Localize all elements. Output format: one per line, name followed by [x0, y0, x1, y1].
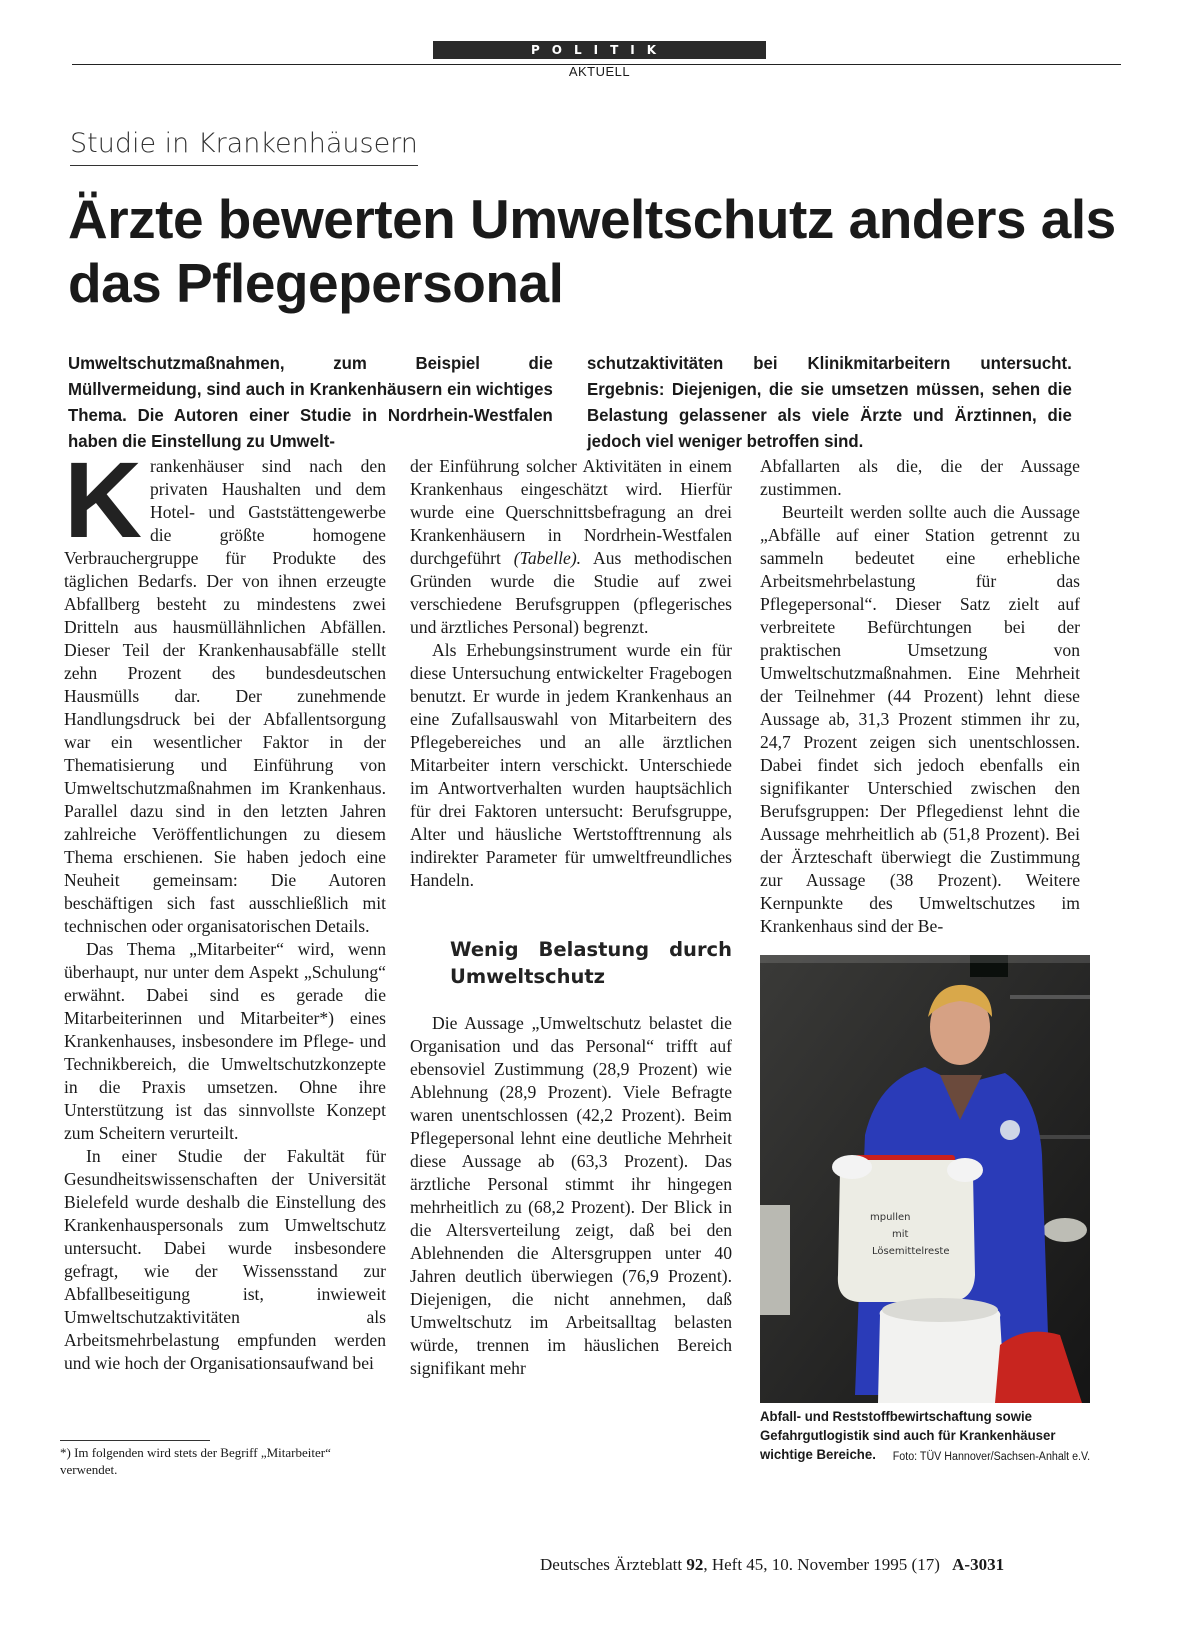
section-subhead: Wenig Belastung durch Umweltschutz [450, 938, 732, 988]
footnote: *) Im folgenden wird stets der Begriff „Mitarbeiter“ verwendet. [60, 1445, 331, 1477]
photo-illustration [760, 955, 1090, 1403]
lead-left: Umweltschutzmaßnahmen, zum Beispiel die Müllvermeidung, sind auch in Krankenhäusern ein wichtiges Thema. Die Autoren einer Studie in Nordrhein-Westfalen haben die Einstellung zu Umwelt- [68, 353, 553, 451]
container-label: mpullen [870, 1212, 911, 1223]
table-reference: (Tabelle). [513, 548, 582, 568]
photo-caption [760, 1408, 1090, 1467]
body-column-3 [760, 455, 1080, 938]
section-label: POLITIK [433, 41, 766, 59]
article-kicker: Studie in Krankenhäusern [70, 128, 418, 166]
issue-info: , Heft 45, 10. November 1995 (17) [703, 1555, 940, 1574]
paragraph: Beurteilt werden sollte auch die Aussage „Abfälle auf einer Station getrennt zu sammeln bedeutet eine erhebliche Arbeitsmehrbelastung für das Pflegepersonal“. Dieser Satz zielt auf verbreitete Befürchtungen bei der praktischen Umsetzung von Umweltschutzmaßnahmen. Eine Mehrheit der Teilnehmer (44 Prozent) lehnt diese Aussage ab, 31,3 Prozent stimmen ihr zu, 24,7 Prozent zeigen sich unentschlossen. Dabei findet sich jedoch ebenfalls ein signifikanter Unterschied zwischen den Berufsgruppen: Der Pflegedienst lehnt die Aussage mehrheitlich ab (51,8 Prozent). Bei der Ärzteschaft überwiegt die Zustimmung zur Aussage (38 Prozent). Weitere Kernpunkte des Umweltschutzes im Krankenhaus sind der Be- [760, 502, 1080, 936]
article-photo [760, 955, 1090, 1403]
paragraph: Die Aussage „Umweltschutz belastet die Organisation und das Personal“ trifft auf ebensoviel Zustimmung (28,9 Prozent) wie Ablehnung (28,9 Prozent). Viele Befragte waren unentschlossen (42,2 Prozent). Beim Pflegepersonal lehnt eine deutliche Mehrheit diese Aussage ab (63,3 Prozent). Das ärztliche Personal stimmt ihr hingegen mehrheitlich zu (68,2 Prozent). Der Blick in die Altersverteilung zeigt, daß bei den Ablehnenden die Altersgruppen unter 40 Jahren deutlich überwiegen (76,9 Prozent). Diejenigen, die nicht annehmen, daß Umweltschutz im Arbeitsalltag belasten würde, trennen im häuslichen Bereich signifikant mehr [410, 1013, 732, 1378]
container-label: mit [892, 1229, 909, 1240]
paragraph: Abfallarten als die, die der Aussage zustimmen. [760, 456, 1080, 499]
article-headline: Ärzte bewerten Umweltschutz anders als das Pflegepersonal [68, 188, 1116, 314]
caption-text: Abfall- und Reststoffbewirtschaftung sowie Gefahrgutlogistik sind auch für Krankenhäuser wichtige Bereiche. [760, 1409, 1056, 1463]
subsection-label: AKTUELL [568, 64, 631, 79]
paragraph: In einer Studie der Fakultät für Gesundheitswissenschaften der Universität Bielefeld wurde deshalb die Einstellung des Krankenhauspersonals zum Umweltschutz untersucht. Dabei wurde insbesondere gefragt, wie der Wissensstand zur Abfallbeseitigung ist, inwieweit Umweltschutzaktivitäten als Arbeitsmehrbelastung empfunden werden und wie hoch der Organisationsaufwand bei [64, 1146, 386, 1373]
page-footer [540, 1555, 1004, 1575]
paragraph-text: Aus methodischen Gründen wurde die Studie auf zwei verschiedene Berufsgruppen (pflegerisches und ärztliches Personal) begrenzt. [410, 548, 733, 637]
drop-cap: K [64, 439, 142, 560]
paragraph [64, 439, 386, 938]
paragraph-text: rankenhäuser sind nach den privaten Haushalten und dem Hotel- und Gaststättengewerbe die größte homogene Verbrauchergruppe für Produkte des täglichen Bedarfs. Der von ihnen erzeugte Abfallberg besteht zu mindestens zwei Dritteln aus hausmüllähnlichen Abfällen. Dieser Teil der Krankenhausabfälle stellt zehn Prozent des bundesdeutschen Hausmülls dar. Der zunehmende Handlungsdruck bei der Abfallentsorgung war ein wesentlicher Faktor in der Thematisierung und Einführung von Umweltschutzmaßnahmen im Krankenhaus. Parallel dazu sind in den letzten Jahren zahlreiche Veröffentlichungen zu diesem Thema erschienen. Sie haben jedoch eine Neuheit gemeinsam: Die Autoren beschäftigen sich fast ausschließlich mit technischen oder organisatorischen Details. [64, 456, 386, 936]
paragraph [410, 455, 732, 639]
page-number: A-3031 [952, 1555, 1005, 1574]
paragraph-text: der Einführung solcher Aktivitäten in einem Krankenhaus eingeschätzt wird. Hierfür wurde eine Querschnittsbefragung an drei Krankenhäusern in Nordrhein-Westfalen durchgeführt [410, 456, 732, 568]
container-label: Lösemittelreste [872, 1246, 950, 1257]
journal-name: Deutsches Ärzteblatt [540, 1555, 683, 1574]
body-column-2 [410, 455, 732, 1380]
volume-number: 92 [686, 1555, 704, 1574]
paragraph: Das Thema „Mitarbeiter“ wird, wenn überhaupt, nur unter dem Aspekt „Schulung“ erwähnt. Dabei sind es gerade die Mitarbeiterinnen und Mitarbeiter*) eines Krankenhauses, insbesondere im Pflege- und Technikbereich, die Umweltschutzkonzepte in die Praxis umsetzen. Ohne ihre Unterstützung ist das sinnvollste Konzept zum Scheitern verurteilt. [64, 939, 386, 1143]
body-column-1 [64, 439, 386, 1375]
footnote-rule [60, 1440, 210, 1441]
photo-credit: Foto: TÜV Hannover/Sachsen-Anhalt e.V. [892, 1451, 1091, 1463]
paragraph: Als Erhebungsinstrument wurde ein für diese Untersuchung entwickelter Fragebogen benutzt. Er wurde in jedem Krankenhaus an eine Zufallsauswahl von Mitarbeitern des Pflegebereiches und an alle ärztlichen Mitarbeiter intern verschickt. Unterschiede im Antwortverhalten wurden hauptsächlich für drei Faktoren untersucht: Berufsgruppe, Alter und häusliche Wertstofftrennung als indirekter Parameter für umweltfreundliches Handeln. [410, 640, 732, 890]
lead-right: schutzaktivitäten bei Klinikmitarbeitern untersucht. Ergebnis: Diejenigen, die sie umsetzen müssen, sehen die Belastung gelassener als viele Ärzte und Ärztinnen, die jedoch viel weniger betroffen sind. [587, 353, 1072, 451]
